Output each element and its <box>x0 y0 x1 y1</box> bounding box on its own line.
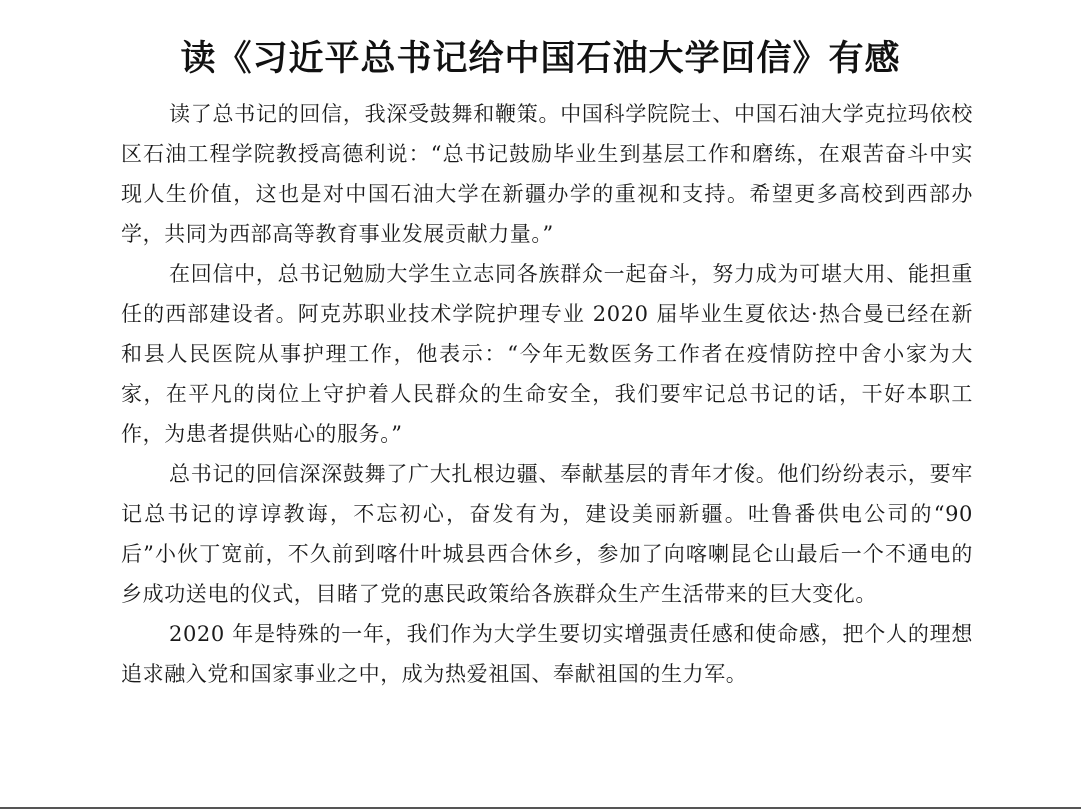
paragraph-2: 在回信中，总书记勉励大学生立志同各族群众一起奋斗，努力成为可堪大用、能担重任的西部建设者。阿克苏职业技术学院护理专业 2020 届毕业生夏依达·热合曼已经在新和县人民医院从事护理工作，他表示：“今年无数医务工作者在疫情防控中舍小家为大家，在平凡的岗位上守护着人民群众的生命安全，我们要牢记总书记的话，干好本职工作，为患者提供贴心的服务。” <box>121 262 973 446</box>
document-title: 读《习近平总书记给中国石油大学回信》有感 <box>180 39 901 79</box>
document-body <box>121 94 973 694</box>
paragraph-1: 读了总书记的回信，我深受鼓舞和鞭策。中国科学院院士、中国石油大学克拉玛依校区石油工程学院教授高德利说：“总书记鼓励毕业生到基层工作和磨练，在艰苦奋斗中实现人生价值，这也是对中国石油大学在新疆办学的重视和支持。希望更多高校到西部办学，共同为西部高等教育事业发展贡献力量。” <box>121 102 973 246</box>
paragraph-4: 2020 年是特殊的一年，我们作为大学生要切实增强责任感和使命感，把个人的理想追求融入党和国家事业之中，成为热爱祖国、奉献祖国的生力军。 <box>121 622 973 686</box>
paragraph-3: 总书记的回信深深鼓舞了广大扎根边疆、奉献基层的青年才俊。他们纷纷表示，要牢记总书记的谆谆教诲，不忘初心，奋发有为，建设美丽新疆。吐鲁番供电公司的“90 后”小伙丁宽前，不久前到喀什叶城县西合休乡，参加了向喀喇昆仑山最后一个不通电的乡成功送电的仪式，目睹了党的惠民政策给各族群众生产生活带来的巨大变化。 <box>121 462 973 606</box>
